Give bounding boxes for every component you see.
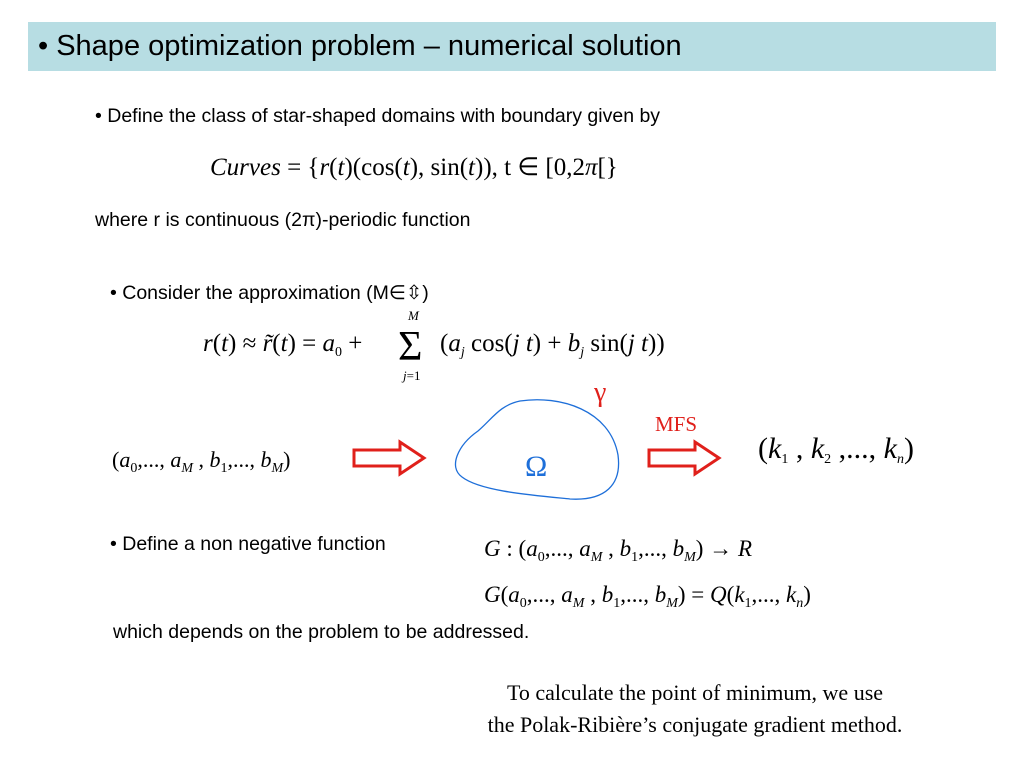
- function-G-definition: G : ($a_0$,..., $a_M$ , $b_1$,..., $b_M) \to R$: [484, 536, 753, 565]
- summation-upper: M: [408, 308, 419, 323]
- curves-formula: Curves = {r(t)(cos(t), sin(t)), t ∈ [0,2π[}: [210, 154, 618, 181]
- periodic-note: where r is continuous (2π)-periodic function: [95, 209, 471, 231]
- bullet-define-function: • Define a non negative function: [110, 533, 386, 555]
- footer-text: [425, 677, 965, 741]
- arrow-mfs: [645, 438, 725, 478]
- approximation-formula: r(t) ≈ r̃(t) = $a_0$ +: [203, 330, 363, 360]
- slide-title: • Shape optimization problem – numerical solution: [38, 30, 682, 62]
- output-vector: ($k_1$ , $k_2$ ,..., $k_n$): [758, 432, 914, 467]
- arrow-to-domain: [350, 438, 430, 478]
- footer-line-2: the Polak-Ribière’s conjugate gradient method.: [487, 712, 903, 737]
- input-vector: ($a_0$,..., $a_M$ , $b_1$,..., $b_M$): [112, 447, 291, 476]
- bullet-approximation: • Consider the approximation (M∈⇳): [110, 282, 429, 304]
- title-bar: [28, 22, 996, 71]
- summation-sign: Σ: [398, 324, 423, 370]
- domain-omega: Ω: [525, 450, 548, 483]
- footer-line-1: To calculate the point of minimum, we use: [506, 680, 884, 705]
- function-G-value: $G(a_0$,..., $a_M$ , $b_1$,..., $b_M) = Q(k_1$,..., $k_n$): [484, 582, 811, 611]
- mfs-label: MFS: [655, 412, 698, 436]
- bullet-define-class: • Define the class of star-shaped domains with boundary given by: [95, 105, 661, 127]
- summation-lower: j=1: [403, 368, 421, 383]
- boundary-gamma: γ: [594, 377, 607, 408]
- problem-note: which depends on the problem to be addressed.: [113, 621, 530, 643]
- summation-body: ($a_j$ cos(j $t) + b_j$ sin(j t)): [440, 330, 665, 360]
